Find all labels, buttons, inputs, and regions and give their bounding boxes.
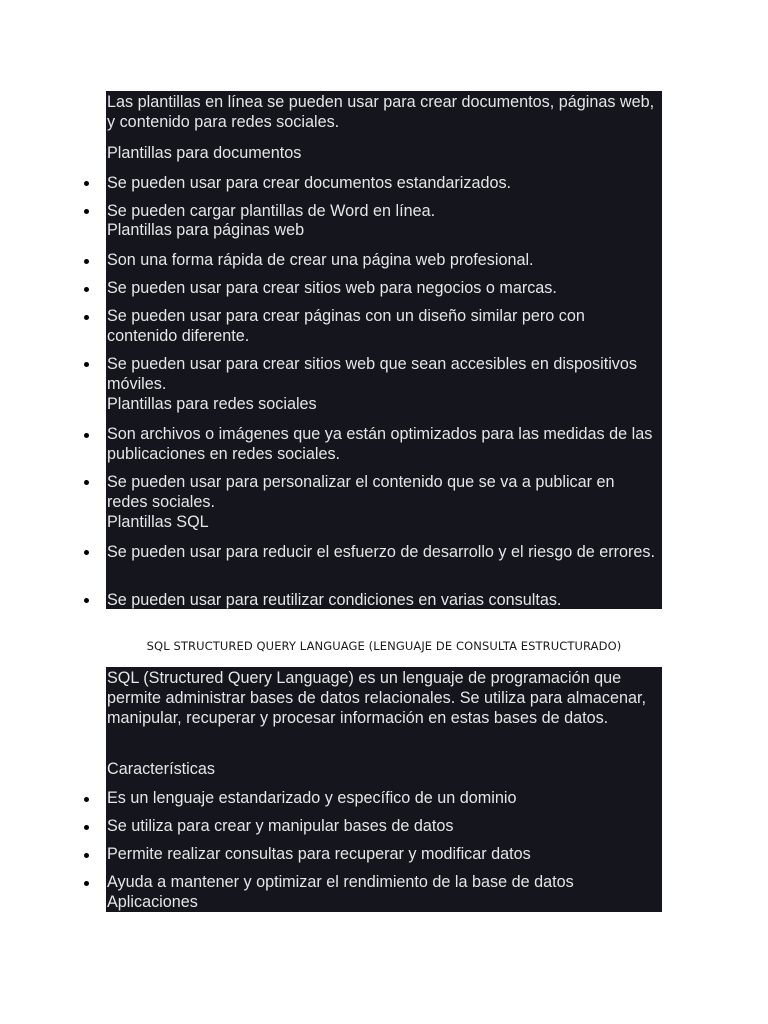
list-item: Es un lenguaje estandarizado y específico de un dominio xyxy=(107,789,517,807)
bullet-icon xyxy=(84,433,89,438)
bullet-icon xyxy=(84,881,89,886)
bullet-icon xyxy=(84,315,89,320)
list-item: Se pueden usar para reutilizar condiciones en varias consultas. xyxy=(107,591,562,609)
bullet-icon xyxy=(84,259,89,264)
bullet-icon xyxy=(84,181,89,186)
list-item: Se pueden usar para crear documentos estandarizados. xyxy=(107,174,512,192)
bullet-icon xyxy=(84,853,89,858)
heading-marker xyxy=(84,222,106,238)
list-item: Se pueden usar para crear páginas con un diseño similar pero con contenido diferente. xyxy=(107,307,585,345)
list-item: Ayuda a mantener y optimizar el rendimiento de la base de datos xyxy=(107,873,574,891)
list-item: Son archivos o imágenes que ya están optimizados para las medidas de las publicaciones en redes sociales. xyxy=(107,425,653,463)
applications-heading: Aplicaciones xyxy=(107,893,198,911)
bullet-icon xyxy=(84,797,89,802)
list-item: Se pueden usar para crear sitios web que sean accesibles en dispositivos móviles. xyxy=(107,355,637,393)
sql-intro: SQL (Structured Query Language) es un lenguaje de programación que permite administrar bases de datos relacionales. Se utiliza para almacenar, manipular, recuperar y procesar información en estas bases de datos. xyxy=(107,669,646,727)
list-item: Permite realizar consultas para recuperar y modificar datos xyxy=(107,845,531,863)
heading-marker xyxy=(84,396,106,412)
bullet-icon xyxy=(84,825,89,830)
list-item: Se pueden usar para personalizar el contenido que se va a publicar en redes sociales. xyxy=(107,473,615,511)
features-heading: Características xyxy=(107,760,215,778)
heading-marker xyxy=(84,514,106,530)
bullet-icon xyxy=(84,550,89,555)
sql-templates-heading: Plantillas SQL xyxy=(107,513,209,531)
section-title: SQL STRUCTURED QUERY LANGUAGE (LENGUAJE DE CONSULTA ESTRUCTURADO) xyxy=(146,639,622,653)
social-heading: Plantillas para redes sociales xyxy=(107,395,317,413)
list-item: Se pueden usar para reducir el esfuerzo de desarrollo y el riesgo de errores. xyxy=(107,543,655,561)
list-item: Son una forma rápida de crear una página web profesional. xyxy=(107,251,534,269)
web-heading: Plantillas para páginas web xyxy=(107,221,305,239)
list-item: Se pueden usar para crear sitios web para negocios o marcas. xyxy=(107,279,557,297)
bullet-icon xyxy=(84,209,89,214)
bullet-icon xyxy=(84,598,89,603)
bullet-icon xyxy=(84,362,89,367)
bullet-icon xyxy=(84,287,89,292)
documents-heading: Plantillas para documentos xyxy=(107,144,302,162)
bullet-icon xyxy=(84,480,89,485)
list-item: Se pueden cargar plantillas de Word en línea. xyxy=(107,202,436,220)
list-item: Se utiliza para crear y manipular bases de datos xyxy=(107,817,454,835)
templates-intro: Las plantillas en línea se pueden usar para crear documentos, páginas web, y contenido para redes sociales. xyxy=(107,93,655,131)
